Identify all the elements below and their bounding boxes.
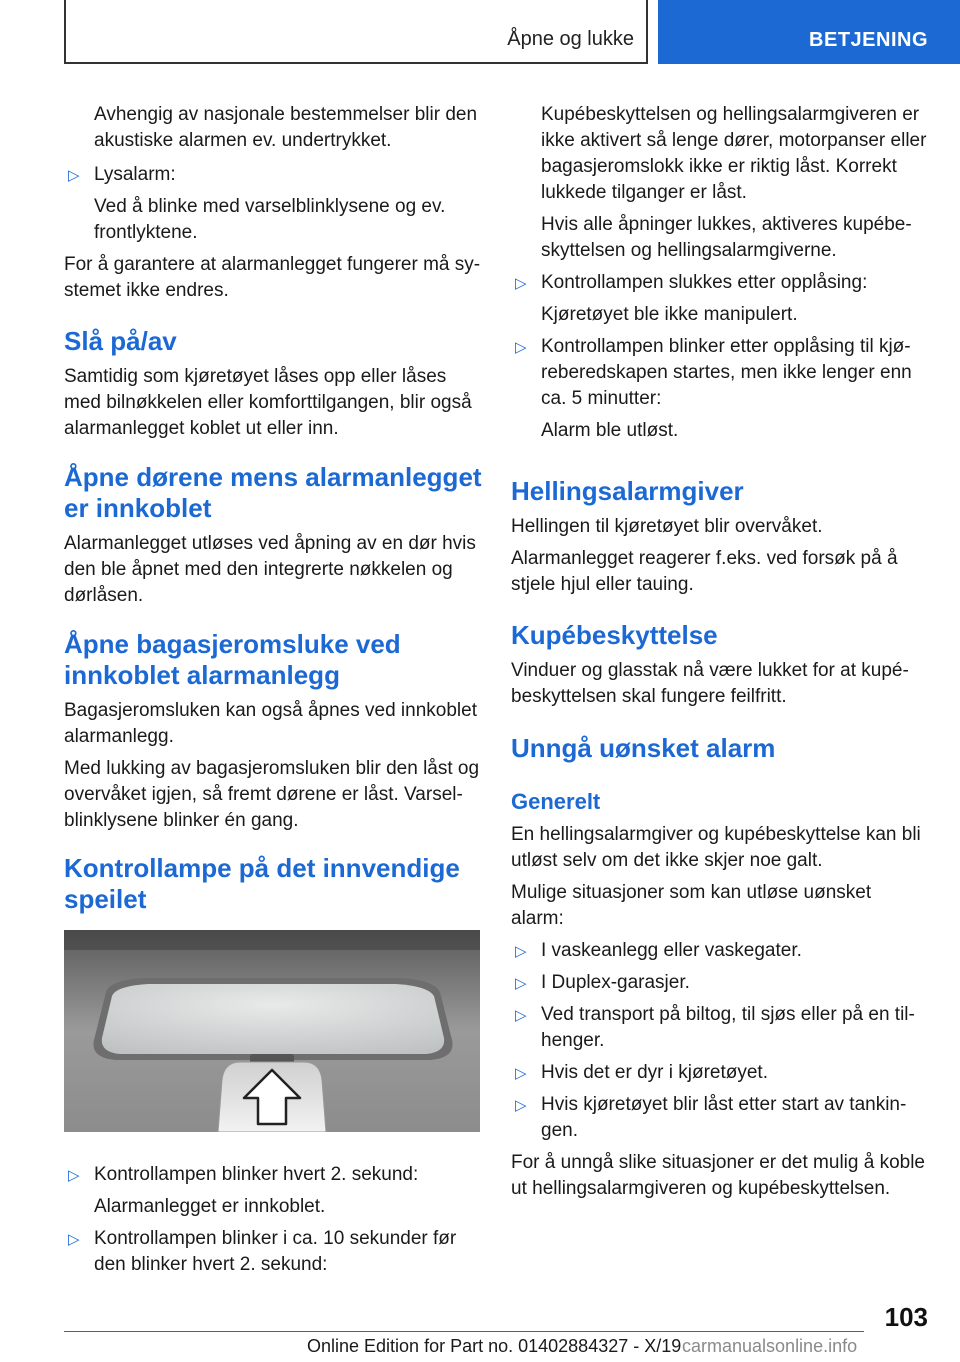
rearview-mirror-image <box>64 930 480 1132</box>
section-heading: Åpne dørene mens alarmanlegget er innkoblet <box>64 462 482 523</box>
section-heading: Hellingsalarmgiver <box>511 476 744 506</box>
section-heading: Åpne bagasjeromsluke ved innkoblet alarmanlegg <box>64 629 401 690</box>
list-item <box>64 1162 482 1188</box>
paragraph: Med lukking av bagasjeromsluken blir den låst og overvåket igjen, så fremt dørene er låst. Varsel-blinklysene blinker én gang. <box>64 758 480 831</box>
bullet-triangle-icon: ▷ <box>515 1007 527 1024</box>
list-item <box>511 970 929 996</box>
list-item-text: Kontrollampen blinker i ca. 10 sekunder før den blinker hvert 2. sekund: <box>94 1228 457 1275</box>
subsection-heading: Generelt <box>511 789 601 814</box>
list-item-text: Ved transport på biltog, til sjøs eller på en til-henger. <box>541 1004 915 1051</box>
paragraph: En hellingsalarmgiver og kupébeskyttelse kan bli utløst selv om det ikke skjer noe galt. <box>511 824 921 871</box>
paragraph: Samtidig som kjøretøyet låses opp eller låses med bilnøkkelen eller komforttilgangen, blir også alarmanlegget koblet ut eller inn. <box>64 366 472 439</box>
paragraph: Alarmanlegget utløses ved åpning av en dør hvis den ble åpnet med den integrerte nøkkelen og dørlåsen. <box>64 533 476 606</box>
list-item <box>511 334 929 412</box>
footer-watermark: carmanualsonline.info <box>682 1336 858 1356</box>
section-heading: Kupébeskyttelse <box>511 620 718 650</box>
list-item-text: Kontrollampen blinker etter opplåsing til kjø-reberedskapen startes, men ikke lenger enn ca. 5 minutter: <box>541 336 912 409</box>
paragraph: Hvis alle åpninger lukkes, aktiveres kupébe-skyttelsen og hellingsalarmgiverne. <box>541 214 912 261</box>
list-item-text: I vaskeanlegg eller vaskegater. <box>541 940 802 961</box>
list-item <box>511 1002 929 1054</box>
paragraph: Avhengig av nasjonale bestemmelser blir den akustiske alarmen ev. undertrykket. <box>94 104 478 151</box>
list-item <box>511 938 929 964</box>
header-section-title: Åpne og lukke <box>507 28 634 50</box>
paragraph: Alarmanlegget reagerer f.eks. ved forsøk på å stjele hjul eller tauing. <box>511 548 898 595</box>
list-item <box>511 1092 929 1144</box>
paragraph: Hellingen til kjøretøyet blir overvåket. <box>511 516 823 537</box>
paragraph: Mulige situasjoner som kan utløse uønsket alarm: <box>511 882 872 929</box>
list-item-text: Lysalarm: <box>94 164 176 185</box>
paragraph: For å unngå slike situasjoner er det mulig å koble ut hellingsalarmgiveren og kupébeskyttelsen. <box>511 1152 926 1199</box>
paragraph: Kupébeskyttelsen og hellingsalarmgiveren er ikke aktivert så lenge dører, motorpanser eller bagasjeromslokk ikke er riktig låst. Korrekt lukkede tilganger er låst. <box>541 104 927 203</box>
list-item-text: I Duplex-garasjer. <box>541 972 690 993</box>
section-heading: Kontrollampe på det innvendige speilet <box>64 853 460 914</box>
paragraph: Vinduer og glasstak nå være lukket for at kupé-beskyttelsen skal fungere feilfritt. <box>511 660 909 707</box>
bullet-triangle-icon: ▷ <box>68 1167 80 1184</box>
list-item-text: Hvis det er dyr i kjøretøyet. <box>541 1062 768 1083</box>
page-number: 103 <box>884 1302 928 1332</box>
bullet-triangle-icon: ▷ <box>68 167 80 184</box>
list-item <box>511 270 929 296</box>
bullet-triangle-icon: ▷ <box>68 1231 80 1248</box>
bullet-triangle-icon: ▷ <box>515 275 527 292</box>
list-item <box>511 1060 929 1086</box>
bullet-triangle-icon: ▷ <box>515 943 527 960</box>
bullet-triangle-icon: ▷ <box>515 1097 527 1114</box>
paragraph: Ved å blinke med varselblinklysene og ev. frontlyktene. <box>94 196 446 243</box>
section-heading: Unngå uønsket alarm <box>511 733 776 763</box>
list-item <box>64 1226 482 1278</box>
footer-edition: Online Edition for Part no. 01402884327 - X/19 <box>307 1336 682 1356</box>
list-item-text: Kontrollampen slukkes etter opplåsing: <box>541 272 868 293</box>
paragraph: For å garantere at alarmanlegget fungerer må sy-stemet ikke endres. <box>64 254 481 301</box>
paragraph: Kjøretøyet ble ikke manipulert. <box>541 304 798 325</box>
section-heading: Slå på/av <box>64 326 177 356</box>
list-item-text: Hvis kjøretøyet blir låst etter start av tankin-gen. <box>541 1094 907 1141</box>
header-chapter-tab <box>658 0 960 64</box>
paragraph: Alarmanlegget er innkoblet. <box>94 1196 326 1217</box>
paragraph: Bagasjeromsluken kan også åpnes ved innkoblet alarmanlegg. <box>64 700 477 747</box>
bullet-triangle-icon: ▷ <box>515 339 527 356</box>
header-chapter-title: BETJENING <box>809 29 928 51</box>
bullet-triangle-icon: ▷ <box>515 1065 527 1082</box>
paragraph: Alarm ble utløst. <box>541 420 679 441</box>
list-item-text: Kontrollampen blinker hvert 2. sekund: <box>94 1164 419 1185</box>
footer-divider <box>64 1331 864 1332</box>
bullet-triangle-icon: ▷ <box>515 975 527 992</box>
header-section-tab <box>64 0 648 64</box>
list-item <box>64 162 482 188</box>
